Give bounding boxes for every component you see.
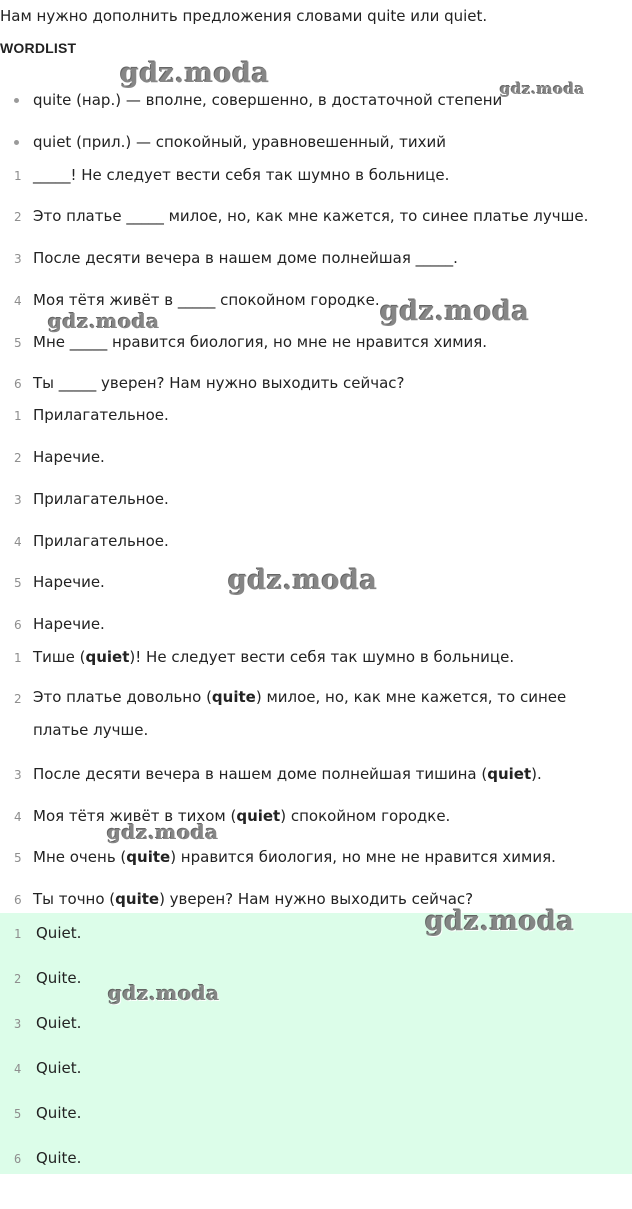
part-of-speech-text: Наречие. xyxy=(33,615,105,633)
intro-text: Нам нужно дополнить предложения словами quite или quiet. xyxy=(0,7,488,25)
item-number: 3 xyxy=(14,252,22,266)
keyword: quiet xyxy=(487,765,532,783)
answer-text: Quiet. xyxy=(36,1014,82,1032)
item-number: 2 xyxy=(14,692,22,706)
item-number: 4 xyxy=(14,810,22,824)
item-number: 6 xyxy=(14,377,22,391)
exercise-text: После десяти вечера в нашем доме полнейшая _____. xyxy=(33,249,458,267)
item-number: 1 xyxy=(14,927,22,941)
translation-text: Мне очень (quite) нравится биология, но мне не нравится химия. xyxy=(33,848,556,866)
item-number: 1 xyxy=(14,169,22,183)
item-number: 3 xyxy=(14,493,22,507)
answer-text: Quite. xyxy=(36,1104,82,1122)
item-number: 4 xyxy=(14,294,22,308)
watermark: gdz.moda xyxy=(380,296,530,327)
item-number: 1 xyxy=(14,409,22,423)
exercise-text: Это платье _____ милое, но, как мне кажется, то синее платье лучше. xyxy=(33,207,589,225)
item-number: 3 xyxy=(14,768,22,782)
part-of-speech-text: Наречие. xyxy=(33,573,105,591)
item-number: 5 xyxy=(14,576,22,590)
item-number: 6 xyxy=(14,618,22,632)
watermark: gdz.moda xyxy=(500,80,585,98)
item-number: 5 xyxy=(14,851,22,865)
item-number: 1 xyxy=(14,651,22,665)
watermark: gdz.moda xyxy=(108,981,220,1005)
translation-text: Моя тётя живёт в тихом (quiet) спокойном городке. xyxy=(33,807,451,825)
answer-text: Quite. xyxy=(36,969,82,987)
item-number: 6 xyxy=(14,893,22,907)
keyword: quite xyxy=(126,848,171,866)
part-of-speech-text: Наречие. xyxy=(33,448,105,466)
keyword: quiet xyxy=(85,648,130,666)
watermark: gdz.moda xyxy=(48,309,160,333)
item-number: 5 xyxy=(14,336,22,350)
watermark: gdz.moda xyxy=(107,820,219,844)
answer-text: Quiet. xyxy=(36,1059,82,1077)
item-number: 2 xyxy=(14,972,22,986)
item-number: 3 xyxy=(14,1017,22,1031)
exercise-text: Мне _____ нравится биология, но мне не нравится химия. xyxy=(33,333,488,351)
item-number: 2 xyxy=(14,451,22,465)
answer-text: Quiet. xyxy=(36,924,82,942)
watermark: gdz.moda xyxy=(120,58,270,89)
watermark: gdz.moda xyxy=(228,565,378,596)
item-number: 4 xyxy=(14,1062,22,1076)
item-number: 5 xyxy=(14,1107,22,1121)
keyword: quiet xyxy=(236,807,281,825)
item-number: 4 xyxy=(14,535,22,549)
bullet-icon xyxy=(14,140,19,145)
part-of-speech-text: Прилагательное. xyxy=(33,490,169,508)
wordlist-item-text: quiet (прил.) — спокойный, уравновешенный, тихий xyxy=(33,133,446,151)
answer-text: Quite. xyxy=(36,1149,82,1167)
part-of-speech-text: Прилагательное. xyxy=(33,406,169,424)
wordlist-item-text: quite (нар.) — вполне, совершенно, в достаточной степени xyxy=(33,91,503,109)
part-of-speech-text: Прилагательное. xyxy=(33,532,169,550)
exercise-text: Моя тётя живёт в _____ спокойном городке. xyxy=(33,291,380,309)
watermark: gdz.moda xyxy=(425,906,575,937)
translation-text: Это платье довольно (quite) милое, но, как мне кажется, то синее платье лучше. xyxy=(33,688,567,739)
keyword: quite xyxy=(211,688,256,706)
exercise-text: Ты _____ уверен? Нам нужно выходить сейчас? xyxy=(33,374,405,392)
item-number: 2 xyxy=(14,210,22,224)
translation-text: Тише (quiet)! Не следует вести себя так шумно в больнице. xyxy=(33,648,515,666)
wordlist-heading: WORDLIST xyxy=(0,40,77,56)
answers-panel xyxy=(0,913,632,1174)
translation-text: После десяти вечера в нашем доме полнейшая тишина (quiet). xyxy=(33,765,542,783)
item-number: 6 xyxy=(14,1152,22,1166)
exercise-text: _____! Не следует вести себя так шумно в больнице. xyxy=(33,166,450,184)
keyword: quite xyxy=(115,890,160,908)
translation-text: Ты точно (quite) уверен? Нам нужно выходить сейчас? xyxy=(33,890,474,908)
bullet-icon xyxy=(14,98,19,103)
